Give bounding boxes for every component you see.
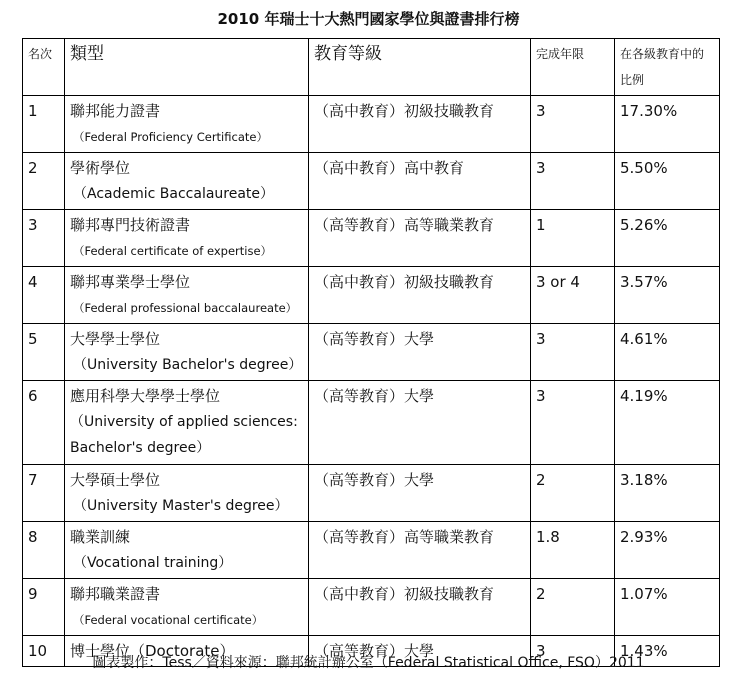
table-row	[23, 96, 720, 153]
years-cell: 3	[531, 636, 615, 667]
source-note: 圖表製作：Tess／資料來源：聯邦統計辦公室（Federal Statistical Office, FSO）2011	[92, 655, 645, 671]
rank-cell: 4	[23, 267, 65, 324]
table-row	[23, 522, 720, 579]
level-cell: （高中教育）初級技職教育	[309, 579, 531, 636]
type-en: （Vocational training）	[73, 555, 233, 571]
share-cell: 5.50%	[615, 153, 720, 210]
table-title: 2010 年瑞士十大熱門國家學位與證書排行榜	[217, 10, 520, 28]
years-cell: 2	[531, 465, 615, 522]
type-zh: 聯邦職業證書	[70, 585, 161, 603]
rank-cell: 3	[23, 210, 65, 267]
table-row	[23, 267, 720, 324]
type-cell	[65, 579, 309, 636]
years-cell: 1	[531, 210, 615, 267]
header-type: 類型	[65, 39, 309, 96]
type-cell	[65, 153, 309, 210]
type-cell	[65, 96, 309, 153]
type-en: （Federal professional baccalaureate）	[73, 301, 298, 315]
share-cell: 5.26%	[615, 210, 720, 267]
header-years: 完成年限	[531, 39, 615, 96]
years-cell: 1.8	[531, 522, 615, 579]
type-zh: 學術學位	[70, 159, 131, 177]
rank-cell: 10	[23, 636, 65, 667]
rank-cell: 2	[23, 153, 65, 210]
years-cell: 3 or 4	[531, 267, 615, 324]
level-cell: （高中教育）高中教育	[309, 153, 531, 210]
share-cell: 17.30%	[615, 96, 720, 153]
level-cell: （高等教育）大學	[309, 381, 531, 465]
years-cell: 3	[531, 153, 615, 210]
type-zh: 聯邦能力證書	[70, 102, 161, 120]
type-en: （Academic Baccalaureate）	[73, 186, 275, 202]
type-en: （Federal vocational certificate）	[73, 613, 264, 627]
type-en: （University of applied sciences: Bachelor's degree）	[70, 414, 298, 456]
type-zh: 大學學士學位	[70, 330, 161, 348]
share-cell: 4.61%	[615, 324, 720, 381]
share-cell: 3.57%	[615, 267, 720, 324]
rank-cell: 8	[23, 522, 65, 579]
level-cell: （高等教育）大學	[309, 324, 531, 381]
header-row	[23, 39, 720, 96]
years-cell: 3	[531, 324, 615, 381]
level-cell: （高等教育）高等職業教育	[309, 522, 531, 579]
level-cell: （高中教育）初級技職教育	[309, 96, 531, 153]
level-cell: （高等教育）大學	[309, 636, 531, 667]
table-row	[23, 579, 720, 636]
share-cell: 1.07%	[615, 579, 720, 636]
type-cell	[65, 324, 309, 381]
type-cell	[65, 210, 309, 267]
type-cell	[65, 465, 309, 522]
header-level: 教育等級	[309, 39, 531, 96]
share-cell: 3.18%	[615, 465, 720, 522]
type-en: （University Bachelor's degree）	[73, 357, 303, 373]
rank-cell: 6	[23, 381, 65, 465]
rank-cell: 7	[23, 465, 65, 522]
years-cell: 2	[531, 579, 615, 636]
table-row	[23, 210, 720, 267]
type-cell	[65, 522, 309, 579]
table-row	[23, 465, 720, 522]
type-en: （Federal certificate of expertise）	[73, 244, 273, 258]
type-en: （Federal Proficiency Certificate）	[73, 130, 268, 144]
type-zh: 聯邦專門技術證書	[70, 216, 191, 234]
level-cell: （高等教育）大學	[309, 465, 531, 522]
share-cell: 1.43%	[615, 636, 720, 667]
level-cell: （高中教育）初級技職教育	[309, 267, 531, 324]
header-rank: 名次	[23, 39, 65, 96]
type-en: （University Master's degree）	[73, 498, 289, 514]
ranking-table	[22, 38, 720, 667]
rank-cell: 1	[23, 96, 65, 153]
type-zh: 聯邦專業學士學位	[70, 273, 191, 291]
type-cell	[65, 381, 309, 465]
type-zh: 應用科學大學學士學位	[70, 387, 221, 405]
type-zh: 博士學位（Doctorate）	[70, 642, 235, 660]
rank-cell: 5	[23, 324, 65, 381]
type-zh: 職業訓練	[70, 528, 131, 546]
table-row	[23, 381, 720, 465]
type-zh: 大學碩士學位	[70, 471, 161, 489]
rank-cell: 9	[23, 579, 65, 636]
table-row	[23, 324, 720, 381]
level-cell: （高等教育）高等職業教育	[309, 210, 531, 267]
share-cell: 2.93%	[615, 522, 720, 579]
years-cell: 3	[531, 381, 615, 465]
type-cell	[65, 267, 309, 324]
header-share: 在各級教育中的比例	[615, 39, 720, 96]
table-row	[23, 153, 720, 210]
share-cell: 4.19%	[615, 381, 720, 465]
years-cell: 3	[531, 96, 615, 153]
